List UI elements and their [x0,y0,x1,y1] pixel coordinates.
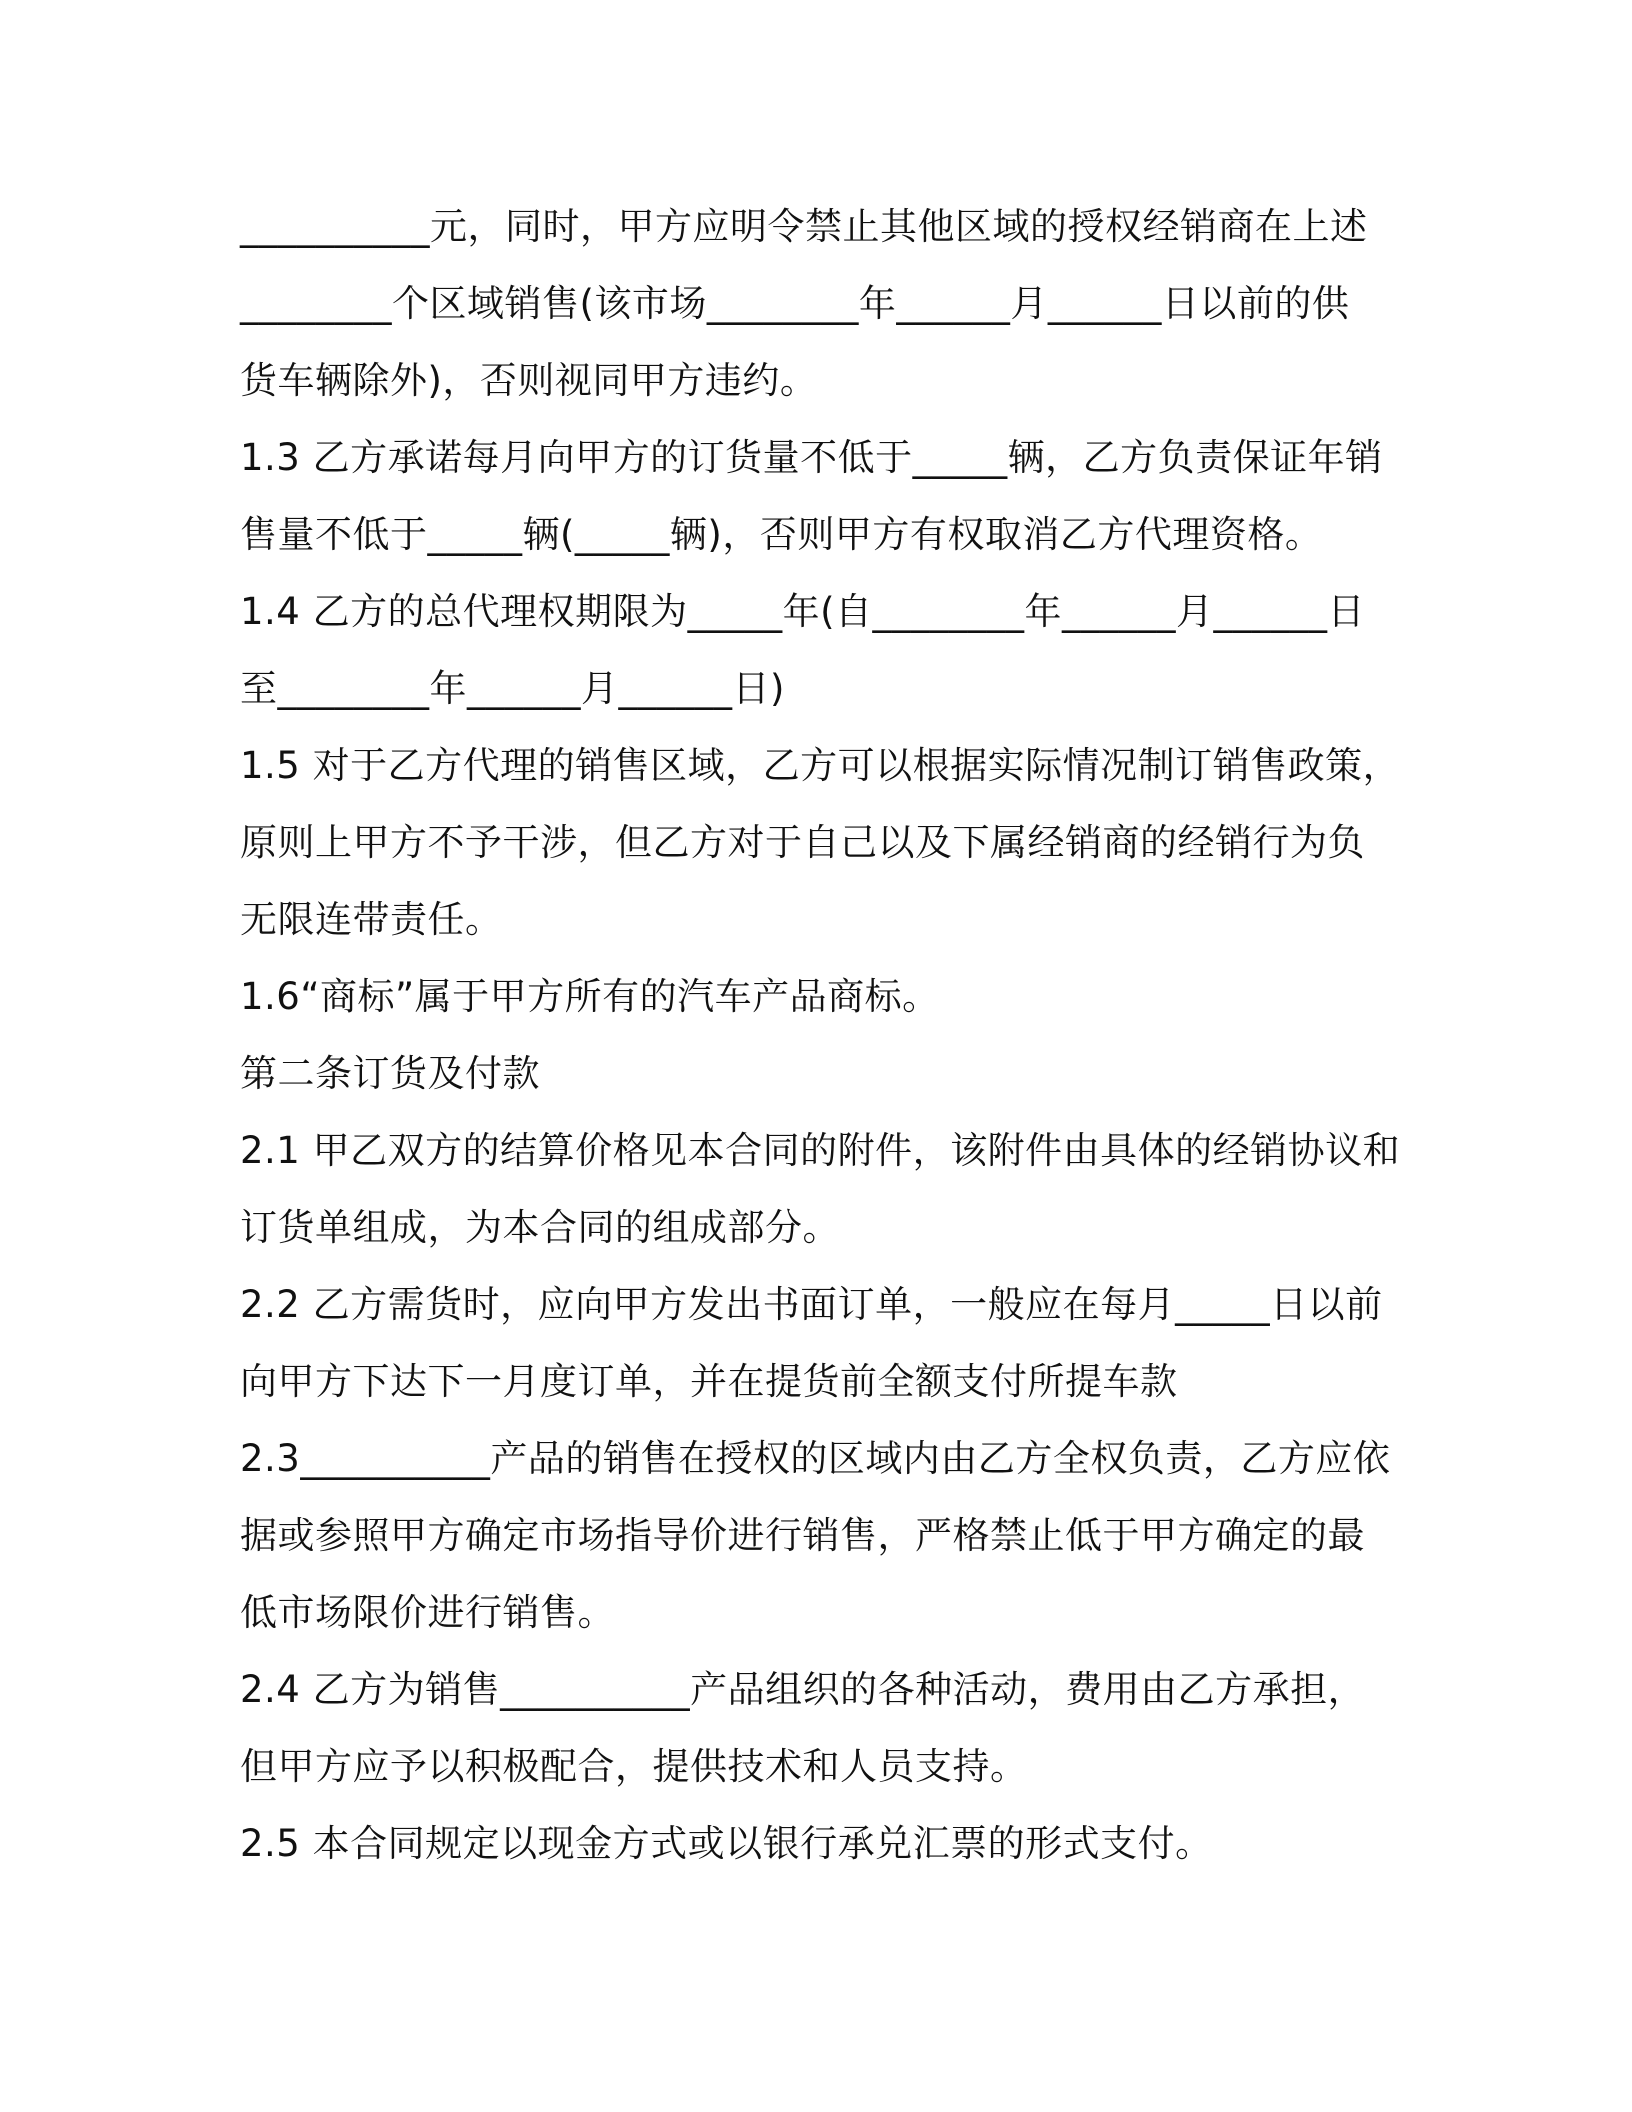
contract-body [240,188,1401,1882]
clause-2-5: 2.5 本合同规定以现金方式或以银行承兑汇票的形式支付。 [240,1822,1213,1865]
text-line: 订货单组成，为本合同的组成部分。 [240,1206,840,1249]
clause-2-2: 2.2 乙方需货时，应向甲方发出书面订单，一般应在每月_____日以前 [240,1283,1383,1326]
clause-2-1: 2.1 甲乙双方的结算价格见本合同的附件，该附件由具体的经销协议和 [240,1129,1401,1172]
clause-2-3: 2.3__________产品的销售在授权的区域内由乙方全权负责，乙方应依 [240,1437,1391,1480]
text-line: 向甲方下达下一月度订单，并在提货前全额支付所提车款 [240,1360,1178,1403]
clause-1-6: 1.6“商标”属于甲方所有的汽车产品商标。 [240,975,940,1018]
text-line: __________元，同时，甲方应明令禁止其他区域的授权经销商在上述 [240,205,1368,248]
clause-1-5: 1.5 对于乙方代理的销售区域，乙方可以根据实际情况制订销售政策， [240,744,1401,787]
clause-1-4: 1.4 乙方的总代理权期限为_____年(自________年______月______日 [240,590,1366,633]
text-line: 低市场限价进行销售。 [240,1591,615,1634]
clause-2-4: 2.4 乙方为销售__________产品组织的各种活动，费用由乙方承担， [240,1668,1366,1711]
text-line: 售量不低于_____辆(_____辆)，否则甲方有权取消乙方代理资格。 [240,513,1323,556]
text-line: ________个区域销售(该市场________年______月______日以前的供 [240,282,1350,325]
text-line: 原则上甲方不予干涉，但乙方对于自己以及下属经销商的经销行为负 [240,821,1365,864]
text-line: 无限连带责任。 [240,898,503,941]
text-line: 但甲方应予以积极配合，提供技术和人员支持。 [240,1745,1028,1788]
section-heading: 第二条订货及付款 [240,1052,540,1095]
text-line: 至________年______月______日) [240,667,785,710]
text-line: 货车辆除外)，否则视同甲方违约。 [240,359,818,402]
clause-1-3: 1.3 乙方承诺每月向甲方的订货量不低于_____辆，乙方负责保证年销 [240,436,1383,479]
text-line: 据或参照甲方确定市场指导价进行销售，严格禁止低于甲方确定的最 [240,1514,1365,1557]
